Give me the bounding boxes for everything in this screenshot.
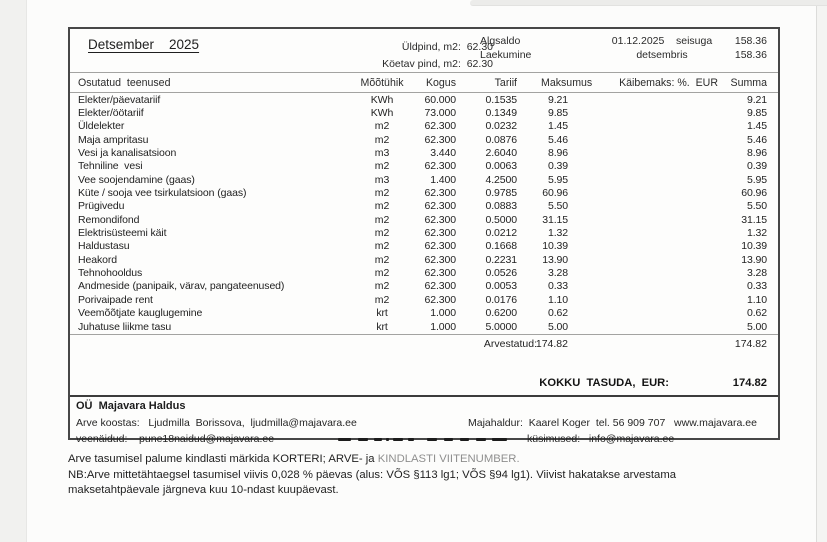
service-name-cell: Heakord [78, 253, 117, 266]
cost-cell: 9.21 [547, 93, 568, 106]
opening-balance-label: Algsaldo [480, 35, 521, 47]
service-name-cell: Vee soojendamine (gaas) [78, 173, 195, 186]
unit-cell: KWh [370, 107, 394, 120]
total-area-label: Üldpind, m2: [401, 41, 461, 53]
tariff-cell: 0.0232 [485, 120, 517, 133]
page-left-margin [0, 0, 27, 542]
payment-received-label: Laekumine [480, 48, 532, 61]
sum-cell: 1.10 [746, 293, 767, 306]
cost-cell: 1.32 [547, 227, 568, 240]
col-header-unit: Mõõtühik [360, 76, 404, 89]
tariff-cell: 2.6040 [485, 147, 517, 160]
quantity-cell: 73.000 [424, 107, 456, 120]
service-name-cell: Juhatuse liikme tasu [78, 320, 172, 333]
unit-cell: m2 [374, 120, 390, 133]
sum-cell: 1.32 [746, 227, 767, 240]
tariff-cell: 0.9785 [485, 187, 517, 200]
unit-cell: krt [376, 320, 388, 333]
payment-note-line-2: NB:Arve mittetähtaegsel tasumisel viivis 0,028 % päevas (alus: VÕS §113 lg1; VÕS §94 lg1). Viivist hakatakse arvestama [68, 468, 677, 481]
sum-cell: 3.28 [746, 267, 767, 280]
sum-cell: 1.45 [746, 120, 767, 133]
heated-area-line [300, 56, 493, 73]
tariff-cell: 0.2231 [485, 253, 517, 266]
col-header-sum: Summa [730, 76, 767, 89]
col-header-vat: Käibemaks: %. EUR [619, 76, 718, 89]
cost-cell: 5.50 [547, 200, 568, 213]
unit-cell: m2 [374, 267, 390, 280]
payment-received-value: 158.36 [734, 48, 767, 61]
unit-cell: m2 [374, 240, 390, 253]
payment-received-row [480, 49, 767, 63]
meter-readings-email: veenäidud: pune18naidud@majavara.ee [76, 433, 275, 445]
table-row [70, 106, 778, 119]
table-row [70, 173, 778, 186]
service-name-cell: Porivaipade rent [78, 293, 153, 306]
service-name-cell: Elektrisüsteemi käit [78, 227, 167, 240]
subtotal-cost-value: 174.82 [535, 338, 568, 350]
balance-block [480, 35, 767, 62]
col-header-cost: Maksumus [541, 76, 593, 89]
total-due-value: 174.82 [732, 377, 767, 389]
opening-balance-row [480, 35, 767, 49]
unit-cell: m2 [374, 213, 390, 226]
cost-cell: 0.62 [547, 307, 568, 320]
table-row [70, 320, 778, 333]
col-header-quantity: Kogus [425, 76, 456, 89]
unit-cell: krt [376, 307, 388, 320]
cost-cell: 8.96 [547, 147, 568, 160]
unit-cell: m3 [374, 173, 390, 186]
col-header-tariff: Tariif [494, 76, 517, 89]
total-due-row [70, 377, 778, 392]
cost-cell: 1.10 [547, 293, 568, 306]
cost-cell: 31.15 [542, 213, 568, 226]
service-name-cell: Haldustasu [78, 240, 130, 253]
unit-cell: m2 [374, 293, 390, 306]
table-header-row [70, 74, 778, 91]
service-name-cell: Üldelekter [78, 120, 125, 133]
footer-divider-line [70, 395, 778, 397]
tariff-cell: 0.1349 [485, 107, 517, 120]
service-name-cell: Veemõõtjate kauglugemine [78, 307, 203, 320]
property-manager: Majahaldur: Kaarel Koger tel. 56 909 707 www.majavara.ee [468, 417, 757, 429]
note1-faded-text: KINDLASTI VIITENUMBER. [377, 453, 520, 465]
table-row [70, 200, 778, 213]
table-row [70, 280, 778, 293]
unit-cell: m3 [374, 147, 390, 160]
cost-cell: 1.45 [547, 120, 568, 133]
sum-cell: 13.90 [741, 253, 767, 266]
table-row [70, 160, 778, 173]
tariff-cell: 0.0053 [485, 280, 517, 293]
tariff-cell: 0.0526 [485, 267, 517, 280]
note1-text: Arve tasumisel palume kindlasti märkida KORTERI; ARVE- ja [68, 453, 378, 465]
unit-cell: m2 [374, 253, 390, 266]
quantity-cell: 62.300 [424, 240, 456, 253]
company-name: OÜ Majavara Haldus [76, 400, 186, 412]
quantity-cell: 62.300 [424, 253, 456, 266]
quantity-cell: 62.300 [424, 227, 456, 240]
sum-cell: 5.46 [746, 133, 767, 146]
cost-cell: 60.96 [542, 187, 568, 200]
tariff-cell: 0.0063 [485, 160, 517, 173]
quantity-cell: 62.300 [424, 120, 456, 133]
cost-cell: 3.28 [547, 267, 568, 280]
table-row [70, 186, 778, 199]
service-name-cell: Remondifond [78, 213, 140, 226]
quantity-cell: 62.300 [424, 213, 456, 226]
questions-email: küsimused: info@majavara.ee [527, 433, 675, 445]
payment-notes [68, 452, 784, 499]
col-header-services: Osutatud teenused [78, 76, 171, 89]
heated-area-label: Köetav pind, m2: [382, 58, 461, 70]
unit-cell: m2 [374, 280, 390, 293]
invoice-author: Arve koostas: Ljudmilla Borissova, ljudmilla@majavara.ee [76, 417, 357, 429]
service-name-cell: Elekter/päevatariif [78, 93, 161, 106]
cost-cell: 13.90 [542, 253, 568, 266]
table-row [70, 266, 778, 279]
service-name-cell: Andmeside (panipaik, värav, pangateenused) [78, 280, 285, 293]
table-row [70, 213, 778, 226]
sum-cell: 5.50 [746, 200, 767, 213]
quantity-cell: 62.300 [424, 160, 456, 173]
table-row [70, 253, 778, 266]
table-row [70, 146, 778, 159]
tariff-cell: 0.0176 [485, 293, 517, 306]
sum-cell: 5.00 [746, 320, 767, 333]
tariff-cell: 0.5000 [485, 213, 517, 226]
unit-cell: m2 [374, 160, 390, 173]
sum-cell: 5.95 [746, 173, 767, 186]
service-name-cell: Maja ampritasu [78, 133, 149, 146]
footer-contacts-row-1 [70, 417, 778, 430]
payment-note-line-3: maksetahtpäevale järgneva kuu 10-ndast kuupäevast. [68, 484, 339, 497]
cost-cell: 10.39 [542, 240, 568, 253]
sum-cell: 0.62 [746, 307, 767, 320]
subtotal-row [70, 338, 778, 352]
tariff-cell: 0.6200 [485, 307, 517, 320]
cost-cell: 0.33 [547, 280, 568, 293]
sum-cell: 0.39 [746, 160, 767, 173]
quantity-cell: 62.300 [424, 187, 456, 200]
unit-cell: m2 [374, 200, 390, 213]
tariff-cell: 0.0876 [485, 133, 517, 146]
sum-cell: 8.96 [746, 147, 767, 160]
cost-cell: 9.85 [547, 107, 568, 120]
service-name-cell: Tehnohooldus [78, 267, 143, 280]
subtotal-divider-line [70, 334, 778, 335]
service-rows [70, 93, 778, 333]
sum-cell: 60.96 [741, 187, 767, 200]
billing-period: Detsember 2025 [88, 37, 200, 52]
payment-note-line-1 [68, 452, 784, 468]
service-name-cell: Vesi ja kanalisatsioon [78, 147, 177, 160]
opening-balance-value: 158.36 [734, 35, 767, 47]
quantity-cell: 62.300 [424, 293, 456, 306]
table-row [70, 293, 778, 306]
page-top-edge-artifact [470, 0, 827, 6]
tariff-cell: 0.1535 [485, 93, 517, 106]
total-area-value: 62.30 [466, 41, 493, 53]
quantity-cell: 60.000 [424, 93, 456, 106]
quantity-cell: 1.000 [430, 307, 456, 320]
unit-cell: m2 [374, 187, 390, 200]
invoice-frame [68, 27, 780, 445]
quantity-cell: 62.300 [424, 133, 456, 146]
unit-cell: m2 [374, 133, 390, 146]
service-name-cell: Prügivedu [78, 200, 125, 213]
sum-cell: 10.39 [741, 240, 767, 253]
quantity-cell: 62.300 [424, 200, 456, 213]
header-divider-line [70, 72, 778, 73]
total-due-label: KOKKU TASUDA, EUR: [539, 377, 669, 389]
cost-cell: 0.39 [547, 160, 568, 173]
unit-cell: KWh [370, 93, 394, 106]
heated-area-value: 62.30 [466, 58, 493, 70]
area-info-block [300, 39, 493, 73]
cost-cell: 5.00 [547, 320, 568, 333]
table-row [70, 307, 778, 320]
payment-received-month: detsembris [636, 48, 688, 61]
sum-cell: 9.85 [746, 107, 767, 120]
table-row [70, 133, 778, 146]
quantity-cell: 1.400 [430, 173, 456, 186]
quantity-cell: 3.440 [430, 147, 456, 160]
page-right-margin [816, 0, 827, 542]
opening-balance-date: 01.12.2025 seisuga [611, 35, 713, 47]
table-row [70, 240, 778, 253]
subtotal-sum-value: 174.82 [734, 338, 767, 350]
cost-cell: 5.95 [547, 173, 568, 186]
unit-cell: m2 [374, 227, 390, 240]
redaction-dashes [338, 437, 510, 441]
service-name-cell: Elekter/öötariif [78, 107, 144, 120]
table-row [70, 93, 778, 106]
tariff-cell: 0.0212 [485, 227, 517, 240]
tariff-cell: 0.0883 [485, 200, 517, 213]
cost-cell: 5.46 [547, 133, 568, 146]
total-area-line [300, 39, 493, 56]
table-row [70, 226, 778, 239]
tariff-cell: 5.0000 [485, 320, 517, 333]
tariff-cell: 4.2500 [485, 173, 517, 186]
sum-cell: 0.33 [746, 280, 767, 293]
sum-cell: 9.21 [746, 93, 767, 106]
quantity-cell: 62.300 [424, 280, 456, 293]
table-row [70, 120, 778, 133]
subtotal-label: Arvestatud: [483, 338, 537, 350]
tariff-cell: 0.1668 [485, 240, 517, 253]
quantity-cell: 62.300 [424, 267, 456, 280]
quantity-cell: 1.000 [430, 320, 456, 333]
service-name-cell: Küte / sooja vee tsirkulatsioon (gaas) [78, 187, 247, 200]
sum-cell: 31.15 [741, 213, 767, 226]
service-name-cell: Tehniline vesi [78, 160, 143, 173]
